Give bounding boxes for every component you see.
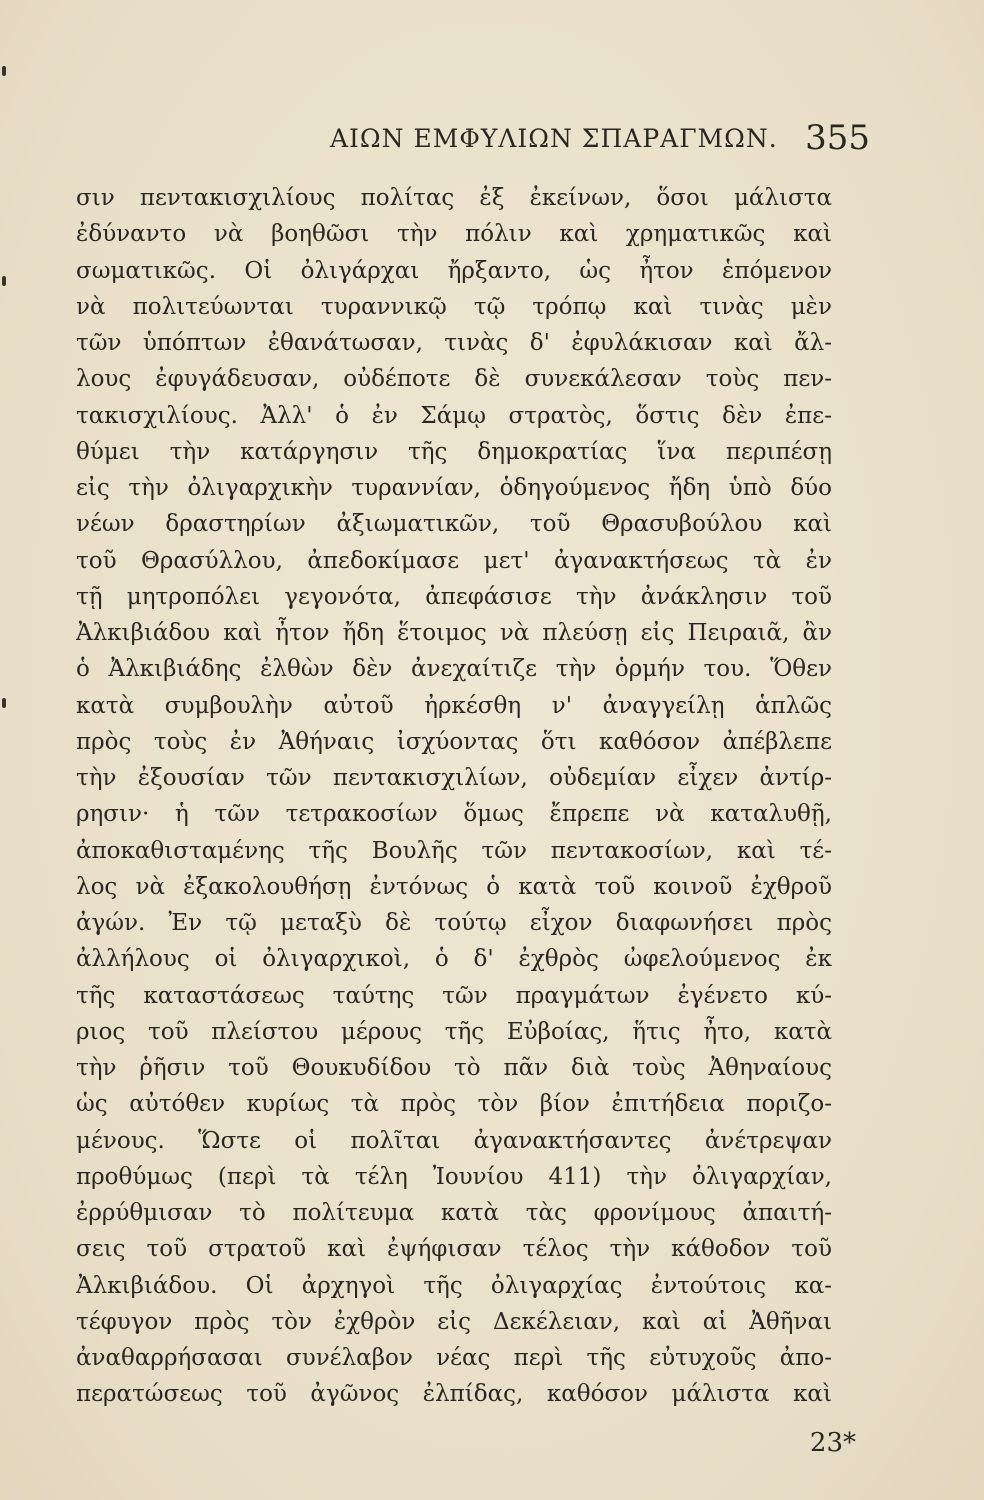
text-line: θύμει τὴν κατάργησιν τῆς δημοκρατίας ἵνα περιπέσῃ bbox=[76, 438, 832, 465]
text-line: μένους. Ὥστε οἱ πολῖται ἀγανακτήσαντες ἀνέτρεψαν bbox=[76, 1127, 832, 1154]
text-line: εἰς τὴν ὀλιγαρχικὴν τυραννίαν, ὁδηγούμενος ἤδη ὑπὸ δύο bbox=[76, 475, 832, 501]
text-line: Ἀλκιβιάδου. Οἱ ἀρχηγοὶ τῆς ὀλιγαρχίας ἐντούτοις κα- bbox=[76, 1272, 832, 1299]
margin-mark bbox=[2, 276, 6, 286]
text-line: ἐδύναντο νὰ βοηθῶσι τὴν πόλιν καὶ χρηματικῶς καὶ bbox=[76, 221, 832, 248]
text-line: Ἀλκιβιάδου καὶ ἦτον ἤδη ἕτοιμος νὰ πλεύσῃ εἰς Πειραιᾶ, ἂν bbox=[76, 620, 832, 646]
text-line: σωματικῶς. Οἱ ὀλιγάρχαι ἤρξαντο, ὡς ἦτον ἑπόμενον bbox=[76, 257, 832, 284]
text-line: προθύμως (περὶ τὰ τέλη Ἰουνίου 411) τὴν ὀλιγαρχίαν, bbox=[76, 1163, 832, 1190]
text-line: ρησιν· ἡ τῶν τετρακοσίων ὅμως ἔπρεπε νὰ καταλυθῇ, bbox=[76, 801, 832, 828]
text-line: νέων δραστηρίων ἀξιωματικῶν, τοῦ Θρασυβούλου καὶ bbox=[76, 511, 832, 538]
margin-mark bbox=[2, 698, 6, 708]
text-line: ἐρρύθμισαν τὸ πολίτευμα κατὰ τὰς φρονίμους ἀπαιτή- bbox=[76, 1200, 832, 1226]
text-line: τῶν ὑπόπτων ἐθανάτωσαν, τινὰς δ' ἐφυλάκισαν καὶ ἄλ- bbox=[76, 330, 832, 356]
text-line: τὴν ἐξουσίαν τῶν πεντακισχιλίων, οὐδεμίαν εἶχεν ἀντίρ- bbox=[76, 765, 832, 791]
text-line: τέφυγον πρὸς τὸν ἐχθρὸν εἰς Δεκέλειαν, καὶ αἱ Ἀθῆναι bbox=[76, 1308, 832, 1335]
running-head: ΑΙΩΝ ΕΜΦΥΛΙΩΝ ΣΠΑΡΑΓΜΩΝ. bbox=[330, 124, 778, 153]
text-line: ἀποκαθισταμένης τῆς Βουλῆς τῶν πεντακοσίων, καὶ τέ- bbox=[76, 837, 832, 864]
body-text bbox=[76, 180, 832, 1413]
text-line: ὁ Ἀλκιβιάδης ἐλθὼν δὲν ἀνεχαίτιζε τὴν ὁρμήν του. Ὅθεν bbox=[76, 656, 832, 683]
text-line: ἀγών. Ἐν τῷ μεταξὺ δὲ τούτῳ εἶχον διαφωνήσει πρὸς bbox=[76, 910, 832, 936]
page-number: 355 bbox=[805, 118, 870, 158]
text-line: πρὸς τοὺς ἐν Ἀθήναις ἰσχύοντας ὅτι καθόσον ἀπέβλεπε bbox=[76, 728, 832, 755]
text-line: νὰ πολιτεύωνται τυραννικῷ τῷ τρόπῳ καὶ τινὰς μὲν bbox=[76, 293, 832, 320]
text-line: κατὰ συμβουλὴν αὐτοῦ ἠρκέσθη ν' ἀναγγείλῃ ἁπλῶς bbox=[76, 692, 832, 719]
text-line: τῆς καταστάσεως ταύτης τῶν πραγμάτων ἐγένετο κύ- bbox=[76, 982, 832, 1009]
text-line: σεις τοῦ στρατοῦ καὶ ἐψήφισαν τέλος τὴν κάθοδον τοῦ bbox=[76, 1236, 832, 1263]
text-line: ἀναθαρρήσασαι συνέλαβον νέας περὶ τῆς εὐτυχοῦς ἀπο- bbox=[76, 1345, 832, 1371]
text-line: ἀλλήλους οἱ ὀλιγαρχικοὶ, ὁ δ' ἐχθρὸς ὠφελούμενος ἐκ bbox=[76, 946, 832, 973]
text-line: τακισχιλίους. Ἀλλ' ὁ ἐν Σάμῳ στρατὸς, ὅστις δὲν ἐπε- bbox=[76, 402, 832, 429]
text-line: λος νὰ ἐξακολουθήσῃ ἐντόνως ὁ κατὰ τοῦ κοινοῦ ἐχθροῦ bbox=[76, 873, 832, 900]
text-line: σιν πεντακισχιλίους πολίτας ἐξ ἐκείνων, ὅσοι μάλιστα bbox=[76, 185, 832, 211]
text-line: ριος τοῦ πλείστου μέρους τῆς Εὐβοίας, ἥτις ἦτο, κατὰ bbox=[76, 1018, 832, 1045]
page-header bbox=[0, 118, 984, 162]
text-line: περατώσεως τοῦ ἀγῶνος ἐλπίδας, καθόσον μάλιστα καὶ bbox=[76, 1381, 832, 1408]
text-line: λους ἐφυγάδευσαν, οὐδέποτε δὲ συνεκάλεσαν τοὺς πεν- bbox=[76, 366, 832, 393]
text-line: τῇ μητροπόλει γεγονότα, ἀπεφάσισε τὴν ἀνάκλησιν τοῦ bbox=[76, 583, 832, 610]
text-line: ὡς αὐτόθεν κυρίως τὰ πρὸς τὸν βίον ἐπιτήδεια ποριζο- bbox=[76, 1091, 832, 1118]
text-line: τὴν ῥῆσιν τοῦ Θουκυδίδου τὸ πᾶν διὰ τοὺς Ἀθηναίους bbox=[76, 1055, 832, 1081]
margin-mark bbox=[2, 66, 6, 76]
text-line: τοῦ Θρασύλλου, ἀπεδοκίμασε μετ' ἀγανακτήσεως τὰ ἐν bbox=[76, 547, 832, 574]
signature-mark: 23* bbox=[809, 1428, 856, 1458]
